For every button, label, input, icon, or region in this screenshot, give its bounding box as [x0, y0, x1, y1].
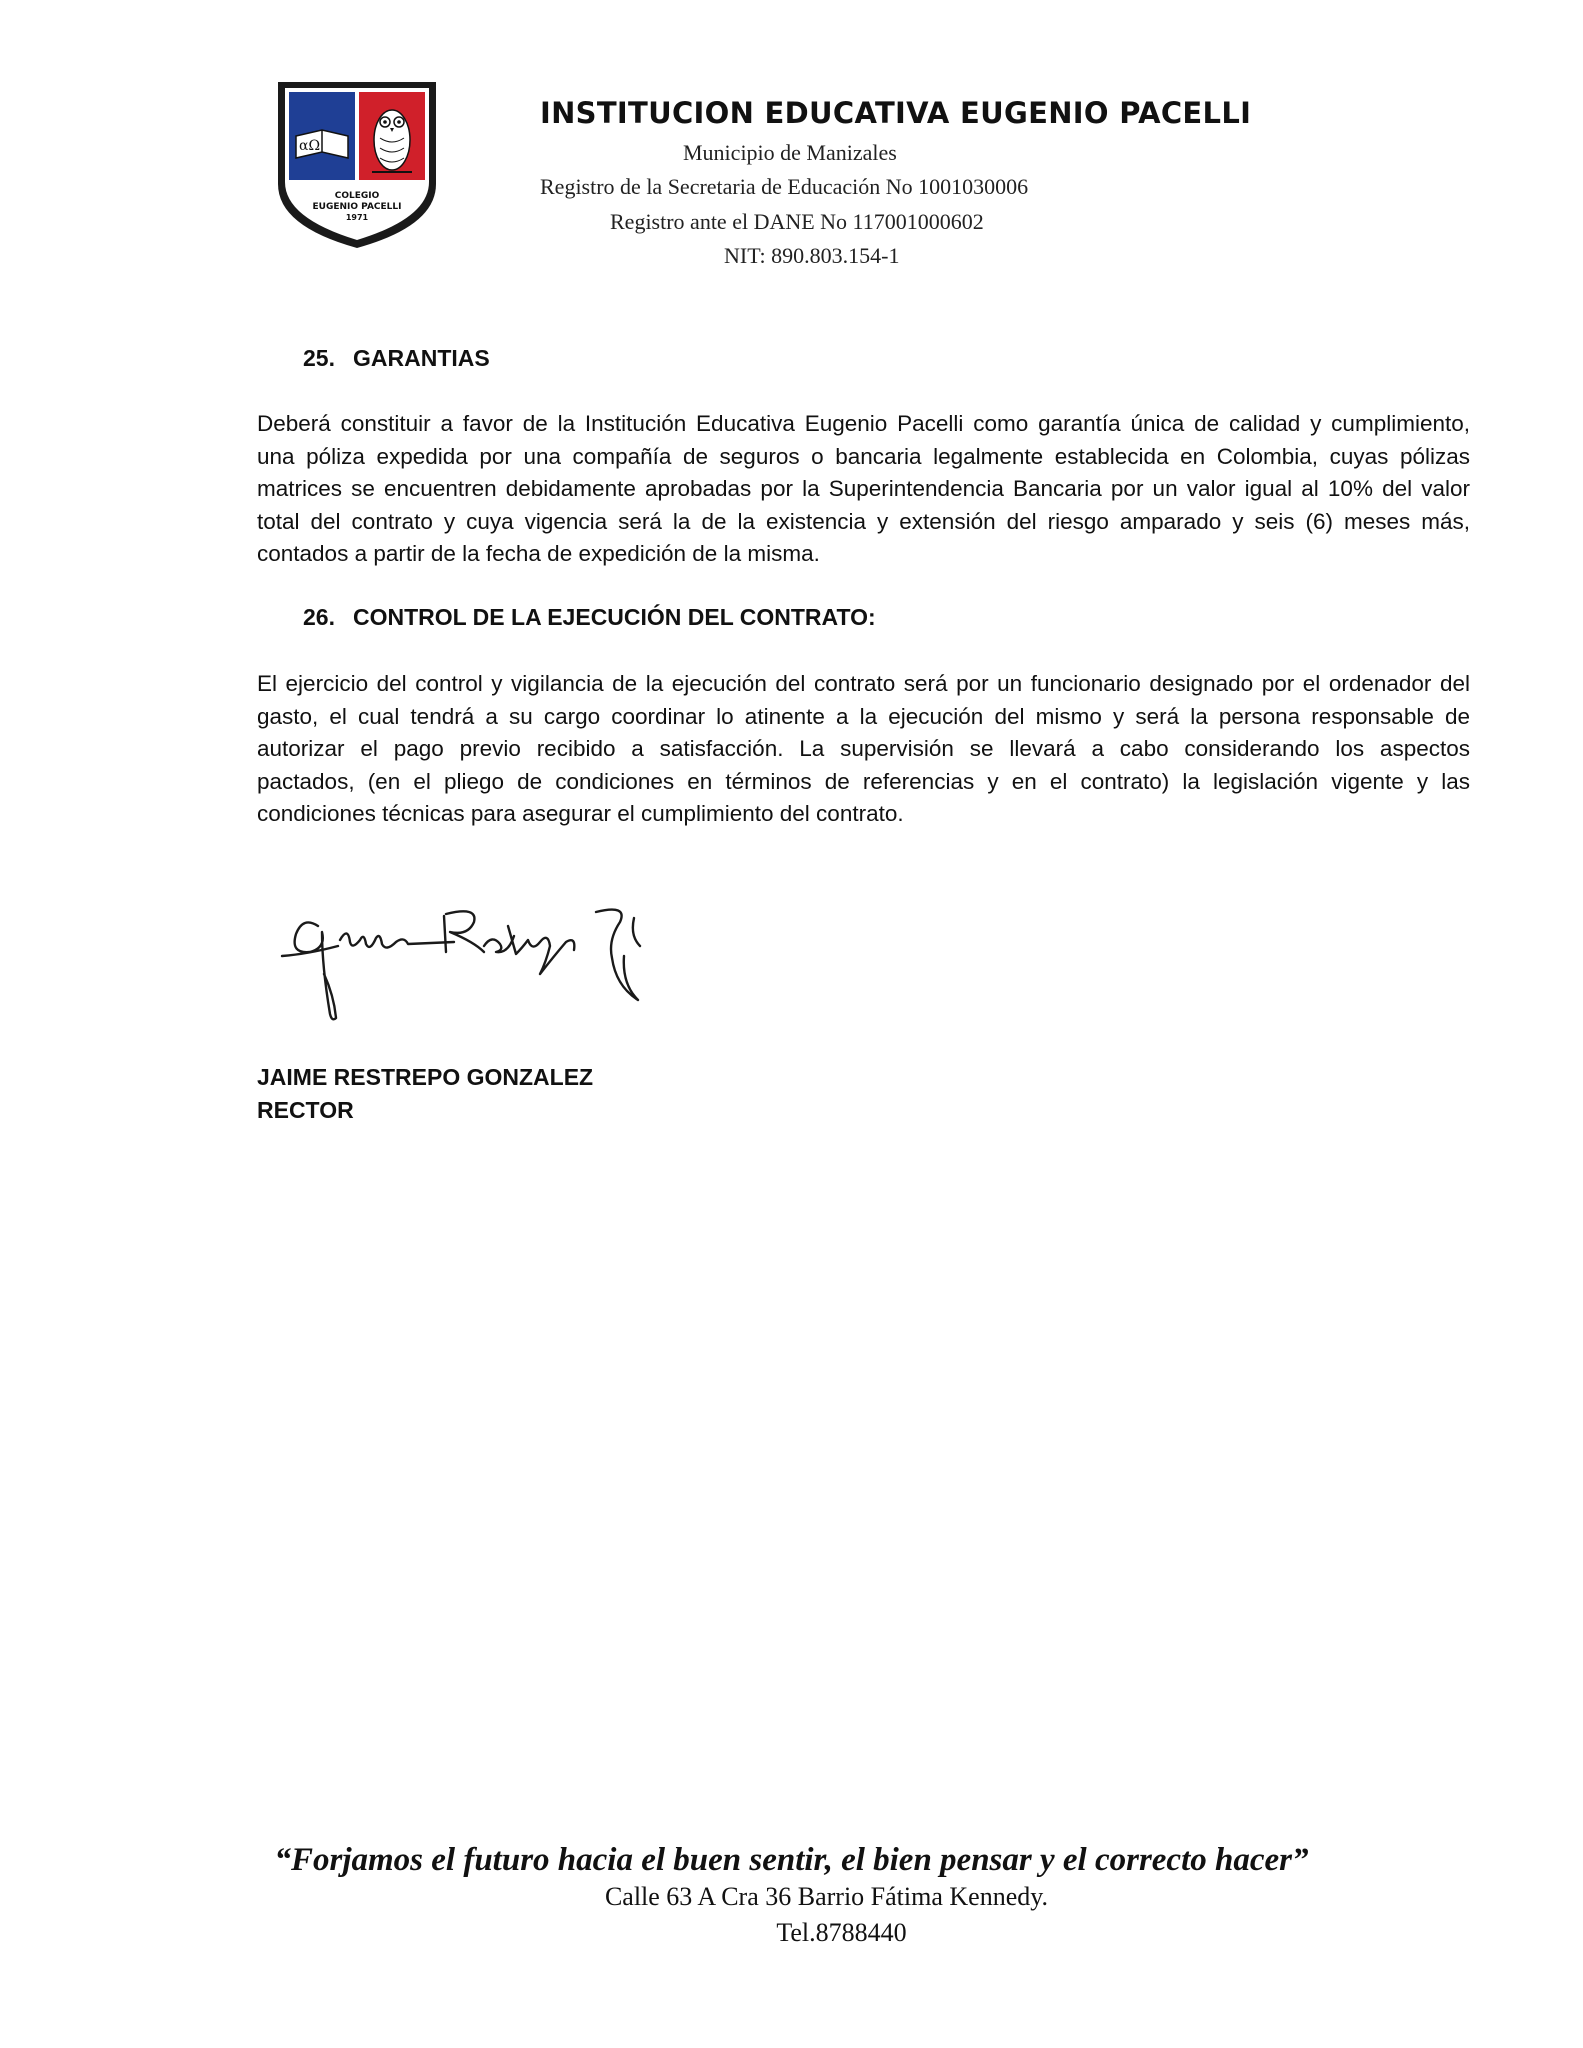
paragraph-line: autorizar el pago previo recibido a satisfacción. La supervisión se llevará a cabo considerando los aspectos [257, 736, 1470, 762]
section-number: 25. [303, 345, 335, 371]
paragraph-line: gasto, el cual tendrá a su cargo coordinar lo atinente a la ejecución del mismo y será la persona responsable de [257, 703, 1470, 729]
paragraph-line: Deberá constituir a favor de la Institución Educativa Eugenio Pacelli como garantía única de calidad y cumplimiento, [257, 411, 1470, 436]
crest-text-year: 1971 [345, 213, 369, 222]
footer-address: Calle 63 A Cra 36 Barrio Fátima Kennedy. [604, 1882, 1049, 1911]
crest-text-colegio: COLEGIO [334, 191, 380, 201]
crest-text-name: EUGENIO PACELLI [312, 202, 402, 212]
section-heading-garantias [303, 345, 490, 372]
section-number: 26. [303, 604, 335, 630]
school-crest-logo [272, 76, 442, 252]
paragraph-line: condiciones técnicas para asegurar el cumplimiento del contrato. [257, 801, 904, 827]
paragraph-line: una póliza expedida por una compañía de seguros o bancaria legalmente establecida en Colombia, cuyas pólizas [257, 443, 1470, 469]
section-title: CONTROL DE LA EJECUCIÓN DEL CONTRATO: [353, 604, 876, 630]
section-heading-control [303, 604, 876, 631]
registry-secretaria: Registro de la Secretaria de Educación No 1001030006 [540, 174, 1029, 199]
registry-dane: Registro ante el DANE No 117001000602 [610, 209, 984, 234]
nit-number: NIT: 890.803.154-1 [724, 243, 900, 268]
paragraph-control [257, 668, 1470, 831]
paragraph-line: total del contrato y cuya vigencia será la de la existencia y extensión del riesgo amparado y seis (6) meses más, [257, 508, 1470, 534]
paragraph-garantias [257, 408, 1470, 571]
paragraph-line: matrices se encuentren debidamente aprobadas por la Superintendencia Bancaria por un valor igual al 10% del valor [257, 476, 1470, 502]
paragraph-line: El ejercicio del control y vigilancia de la ejecución del contrato será por un funcionario designado por el ordenador del [257, 671, 1470, 696]
crest-alpha-omega: αΩ [299, 138, 321, 154]
signer-name: JAIME RESTREPO GONZALEZ [257, 1064, 594, 1090]
handwritten-signature [278, 896, 678, 1026]
institution-name: INSTITUCION EDUCATIVA EUGENIO PACELLI [540, 96, 1252, 130]
signer-role: RECTOR [257, 1097, 354, 1123]
footer-phone: Tel.8788440 [776, 1918, 907, 1947]
municipality: Municipio de Manizales [683, 140, 897, 165]
paragraph-line: contados a partir de la fecha de expedición de la misma. [257, 541, 820, 567]
footer-motto: “Forjamos el futuro hacia el buen sentir, el bien pensar y el correcto hacer” [274, 1842, 1309, 1878]
paragraph-line: pactados, (en el pliego de condiciones en términos de referencias y en el contrato) la legislación vigente y las [257, 768, 1470, 794]
section-title: GARANTIAS [353, 345, 490, 371]
